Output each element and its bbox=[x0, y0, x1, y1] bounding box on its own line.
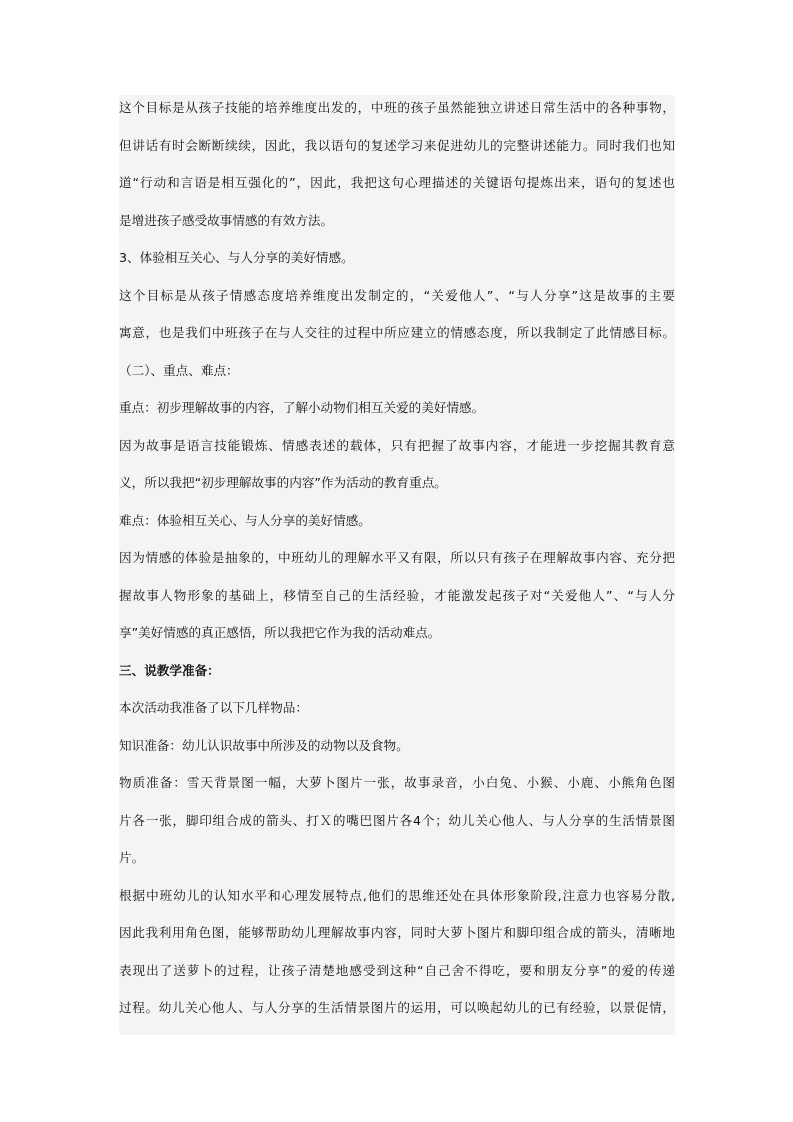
section-heading-preparation: 三、说教学准备： bbox=[119, 662, 220, 678]
paragraph-line: 是增进孩子感受故事情感的有效方法。 bbox=[119, 212, 334, 228]
paragraph-line: 寓意，也是我们中班孩子在与人交往的过程中所应建立的情感态度，所以我制定了此情感目标。 bbox=[119, 325, 675, 340]
difficulty-line: 难点：体验相互关心、与人分享的美好情感。 bbox=[119, 512, 371, 528]
key-point-line: 重点：初步理解故事的内容，了解小动物们相互关爱的美好情感。 bbox=[119, 400, 485, 415]
paragraph-line: 根据中班幼儿的认知水平和心理发展特点,他们的思维还处在具体形象阶段,注意力也容易分散, bbox=[119, 887, 675, 903]
paragraph-line: 享”美好情感的真正感悟，所以我把它作为我的活动难点。 bbox=[119, 625, 441, 640]
paragraph-line: 义，所以我把“初步理解故事的内容”作为活动的教育重点。 bbox=[119, 475, 447, 490]
paragraph-line: 握故事人物形象的基础上，移情至自己的生活经验，才能激发起孩子对“关爱他人”、“与人分 bbox=[119, 587, 675, 603]
paragraph-line: 因为故事是语言技能锻炼、情感表述的载体，只有把握了故事内容，才能进一步挖掘其教育意 bbox=[119, 437, 675, 453]
paragraph-line: 因为情感的体验是抽象的，中班幼儿的理解水平又有限，所以只有孩子在理解故事内容、充分把 bbox=[119, 550, 675, 565]
paragraph-line: 这个目标是从孩子技能的培养维度出发的，中班的孩子虽然能独立讲述日常生活中的各种事物， bbox=[119, 100, 675, 115]
document-text-block bbox=[119, 95, 675, 1035]
knowledge-prep-line: 知识准备：幼儿认识故事中所涉及的动物以及食物。 bbox=[119, 737, 409, 753]
paragraph-line: 本次活动我准备了以下几样物品： bbox=[119, 700, 308, 715]
paragraph-line: 这个目标是从孩子情感态度培养维度出发制定的，“关爱他人”、“与人分享”这是故事的主要 bbox=[119, 287, 675, 303]
material-prep-line: 物质准备：雪天背景图一幅，大萝卜图片一张，故事录音，小白兔、小猴、小鹿、小熊角色图 bbox=[119, 775, 675, 790]
section-heading-key-points: （二）、重点、难点： bbox=[119, 362, 239, 378]
paragraph-line: 因此我利用角色图，能够帮助幼儿理解故事内容，同时大萝卜图片和脚印组合成的箭头，清晰地 bbox=[119, 925, 675, 940]
paragraph-line: 但讲话有时会断断续续，因此，我以语句的复述学习来促进幼儿的完整讲述能力。同时我们也知 bbox=[119, 137, 675, 153]
paragraph-line: 片各一张，脚印组合成的箭头、打Ｘ的嘴巴图片各4个；幼儿关心他人、与人分享的生活情景图 bbox=[119, 812, 675, 828]
paragraph-line: 片。 bbox=[119, 850, 145, 865]
paragraph-line: 过程。幼儿关心他人、与人分享的生活情景图片的运用，可以唤起幼儿的已有经验，以景促情， bbox=[119, 1000, 675, 1015]
paragraph-line: 道“行动和言语是相互强化的”，因此，我把这句心理描述的关键语句提炼出来，语句的复述也 bbox=[119, 175, 675, 190]
objective-heading: 3、体验相互关心、与人分享的美好情感。 bbox=[119, 250, 354, 265]
paragraph-line: 表现出了送萝卜的过程，让孩子清楚地感受到这种“自己舍不得吃，要和朋友分享”的爱的传递 bbox=[119, 962, 675, 978]
